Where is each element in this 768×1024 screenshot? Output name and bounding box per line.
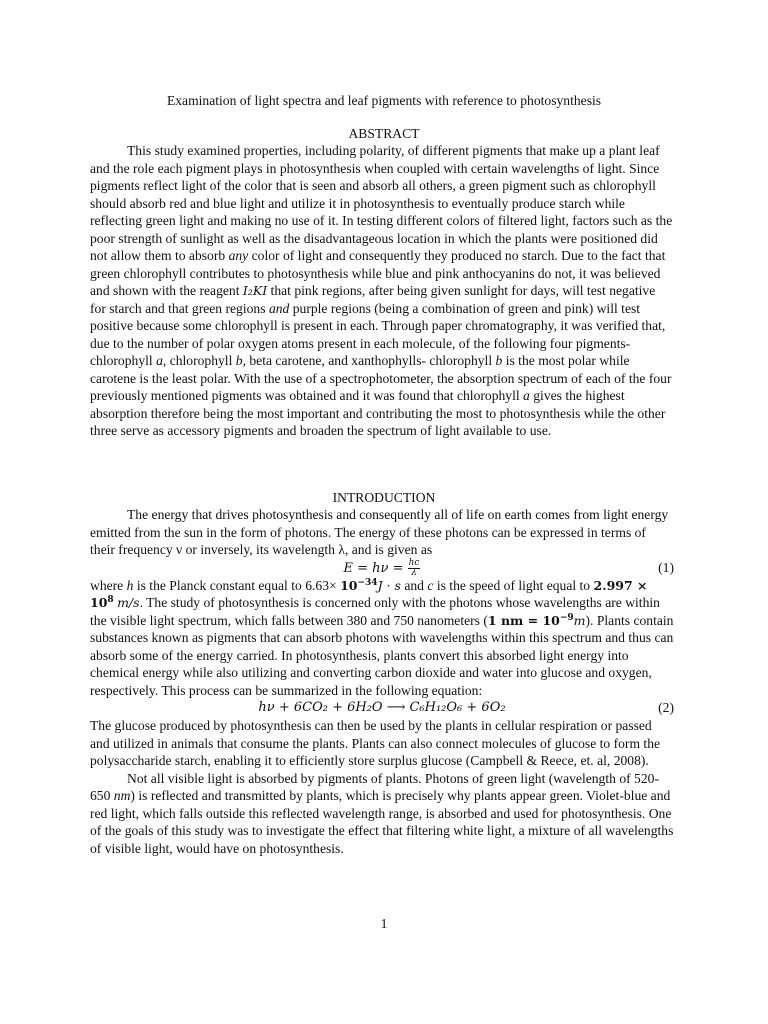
abstract-text: purple regions (being a combination of green and pink) will test positive because some chlorophyll is present in each. Through paper chromatography, it was verified that, due to the number of polar oxygen atoms present in each molecule, of the following four pigments-chlorophyll xyxy=(90,300,666,368)
unit-nm: nm xyxy=(113,788,131,803)
equation-2-number: (2) xyxy=(658,700,674,715)
intro-paragraph-3: The glucose produced by photosynthesis can then be used by the plants in cellular respiration or passed and utilized in animals that consume the plants. Plants can also connect molecules of glucose to form the polysaccharide starch, enabling it to efficiently store surplus glucose (Campbell & Reece, et. al, 2008). xyxy=(90,718,661,768)
text: is the Planck constant equal to 6.63× xyxy=(136,577,337,593)
reagent-formula: I₂KI xyxy=(242,283,268,298)
speed-units: m/s xyxy=(117,595,140,610)
planck-base: 10 xyxy=(340,577,358,593)
chlorophyll-b-label: b xyxy=(235,353,243,368)
intro-paragraph-4 xyxy=(90,770,674,858)
chlorophyll-b-label: b xyxy=(495,353,503,368)
emphasis-any: any xyxy=(228,248,249,263)
planck-exponent: −34 xyxy=(357,577,378,588)
fraction-numerator: hc xyxy=(408,557,420,568)
abstract-heading: ABSTRACT xyxy=(348,126,420,141)
planck-symbol: h xyxy=(126,577,134,593)
emphasis-and: and xyxy=(268,300,290,316)
abstract-text: that pink regions, after being given sunlight for days, will test negative for starch and that green regions xyxy=(90,283,656,316)
abstract-text: , chlorophyll xyxy=(162,353,233,368)
nm-base: 1 nm = 10 xyxy=(487,612,560,628)
speed-base: 2.997 × 10 xyxy=(90,577,648,610)
equation-1-lhs: E = hν = xyxy=(343,560,404,576)
chlorophyll-a-label: a xyxy=(156,353,163,368)
abstract-text: gives the highest absorption therefore being the most important and contributing the most to photosynthesis while the other three serve as accessory pigments and broaden the spectrum of light available to use. xyxy=(90,388,666,438)
equation-2 xyxy=(90,699,674,717)
text: . The study of photosynthesis is concerned only with the photons whose wavelengths are within the visible light spectrum, which falls between 380 and 750 nanometers ( xyxy=(90,595,660,628)
abstract-text: color of light and consequently they produced no starch. Due to the fact that green chlorophyll contributes to photosynthesis while blue and pink anthocyanins do not, it was believed and shown with the reagent xyxy=(90,248,666,298)
nm-exponent: −9 xyxy=(559,612,574,623)
intro-paragraph-1: The energy that drives photosynthesis and consequently all of life on earth comes from light energy emitted from the sun in the form of photons. The energy of these photons can be expressed in terms of their frequency ν or inversely, its wavelength λ, and is given as xyxy=(90,507,669,557)
page-number: 1 xyxy=(380,916,388,931)
abstract-text: This study examined properties, including polarity, of different pigments that make up a plant leaf and the role each pigment plays in photosynthesis when coupled with certain wavelengths of light. Since pigments reflect light of the color that is seen and absorb all others, a green pigment such as chlorophyll should absorb red and blue light and utilize it in photosynthesis to eventually produce starch while reflecting green light and making no use of it. In testing different colors of filtered light, factors such as the poor strength of sunlight as well as the disadvantageous location in which the plants were positioned did not allow them to absorb xyxy=(90,143,673,263)
speed-exponent: 8 xyxy=(107,594,114,605)
equation-2-body: hν + 6CO₂ + 6H₂O ⟶ C₆H₁₂O₆ + 6O₂ xyxy=(258,700,506,715)
equation-1-number: (1) xyxy=(658,559,674,575)
light-speed-symbol: c xyxy=(427,577,434,593)
text: and xyxy=(404,577,424,593)
introduction-heading: INTRODUCTION xyxy=(332,490,436,505)
fraction-denominator: λ xyxy=(411,567,417,578)
nm-unit: m xyxy=(573,612,586,628)
text: ). Plants contain substances known as pigments that can absorb photons with wavelengths within this spectrum and thus can absorb some of the energy carried. In photosynthesis, plants convert this absorbed light energy into chemical energy while also utilizing and converting carbon dioxide and water into glucose and oxygen, respectively. This process can be summarized in the following equation: xyxy=(90,612,674,698)
planck-units: J · s xyxy=(377,577,401,593)
text: Not all visible light is absorbed by pigments of plants. Photons of green light (wavelength of 520-650 xyxy=(90,770,659,803)
text: where xyxy=(90,577,124,593)
introduction-section xyxy=(90,506,674,857)
planck-power xyxy=(340,578,377,593)
intro-paragraph-2 xyxy=(90,577,674,700)
equation-1 xyxy=(90,559,674,577)
abstract-text: is the most polar while carotene is the least polar. With the use of a spectrophotometer, the absorption spectrum of each of the four previously mentioned pigments was obtained and it was found that chlorophyll xyxy=(90,353,672,403)
abstract-paragraph xyxy=(90,142,674,440)
chlorophyll-a-label: a xyxy=(523,388,530,403)
nanometer-definition xyxy=(488,613,574,628)
equation-1-fraction xyxy=(408,559,421,578)
text: ) is reflected and transmitted by plants, which is precisely why plants appear green. Violet-blue and red light, which falls outside this reflected wavelength range, is absorbed and used for photosynthesis. One of the goals of this study was to investigate the effect that filtering white light, a mixture of all wavelengths of visible light, would have on photosynthesis. xyxy=(90,788,674,856)
text: is the speed of light equal to xyxy=(436,577,591,593)
paper-title: Examination of light spectra and leaf pigments with reference to photosynthesis xyxy=(166,93,602,108)
abstract-section xyxy=(90,142,674,440)
abstract-text: , beta carotene, and xanthophylls- chlorophyll xyxy=(242,353,493,368)
